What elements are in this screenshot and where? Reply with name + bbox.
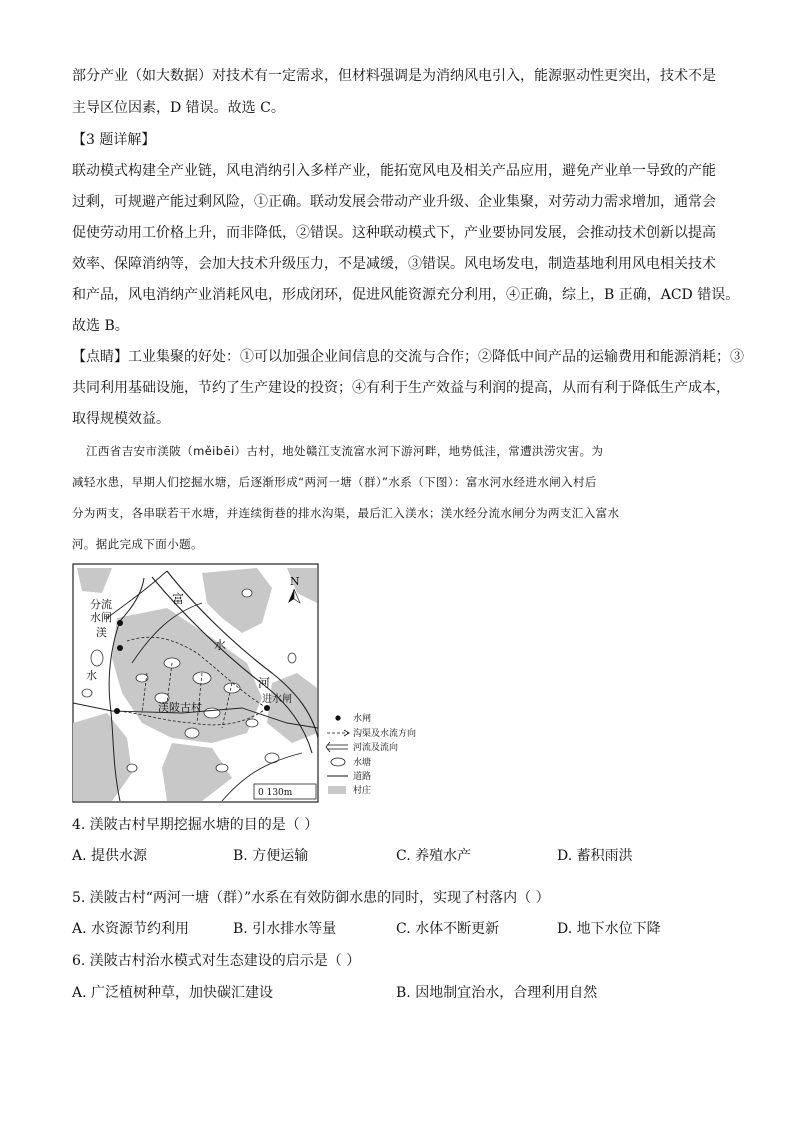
legend-sluice-label: 水闸 (353, 714, 372, 724)
question-4-option-c[interactable]: C. 养殖水产 (396, 848, 472, 864)
scale-label: 0 130m (258, 788, 293, 798)
legend (326, 712, 416, 796)
answer-line: 和产品，风电消纳产业消耗风电，形成闭环，促进风能资源充分利用，④正确，综上，B 正确，ACD 错误。 (72, 287, 740, 303)
legend-sluice-symbol (335, 715, 340, 720)
answer-line: 故选 B。 (72, 318, 129, 334)
tip-line: 共同利用基础设施，节约了生产建设的投资；④有利于生产效益与利润的提高，从而有利于降低生产成本， (72, 380, 730, 396)
answer-line: 促使劳动用工价格上升，而非降低，②错误。这种联动模式下，产业要协同发展，会推动技术创新以提高 (72, 225, 716, 241)
question-5-option-d[interactable]: D. 地下水位下降 (557, 921, 661, 937)
mei-river-label-2: 水 (86, 669, 97, 682)
north-label: N (290, 575, 300, 588)
legend-pond-symbol (331, 758, 345, 766)
diversion-gate-label-1: 分流 (90, 598, 112, 611)
question-4-stem: 4. 渼陂古村早期挖掘水塘的目的是（ ） (72, 817, 319, 833)
question-5-option-b[interactable]: B. 引水排水等量 (233, 921, 337, 937)
fu-river-label-1: 富 (172, 592, 185, 606)
question-6-stem: 6. 渼陂古村治水模式对生态建设的启示是（ ） (72, 953, 361, 969)
legend-canal-label: 沟渠及水流方向 (353, 729, 417, 739)
question-6-option-b[interactable]: B. 因地制宜治水，合理利用自然 (396, 985, 598, 1001)
legend-river-label: 河流及流向 (353, 743, 399, 753)
mei-river-label-1: 渼 (96, 626, 107, 639)
inlet-gate-label: 进水闸 (262, 694, 292, 705)
question-4-option-d[interactable]: D. 蓄积雨洪 (557, 848, 633, 864)
legend-village-symbol (328, 786, 346, 794)
legend-village-label: 村庄 (353, 786, 372, 796)
scale-bar (254, 784, 316, 799)
question-4-option-b[interactable]: B. 方便运输 (233, 848, 309, 864)
passage-line: 江西省吉安市渼陂（měibēi）古村，地处赣江支流富水河下游河畔，地势低洼，常遭洪涝灾害。为 (86, 444, 604, 458)
diversion-gate-label-2: 水闸 (90, 611, 112, 624)
question-6-option-a[interactable]: A. 广泛植树种草，加快碳汇建设 (72, 985, 274, 1001)
tip-line: 取得规模效益。 (72, 411, 170, 427)
question-4-option-a[interactable]: A. 提供水源 (72, 848, 148, 864)
question-5-stem: 5. 渼陂古村“两河一塘（群）”水系在有效防御水患的同时，实现了村落内（ ） (72, 890, 550, 906)
answer-line: 部分产业（如大数据）对技术有一定需求，但材料强调是为消纳风电引入，能源驱动性更突出，技术不是 (72, 68, 716, 84)
passage-line: 减轻水患，早期人们挖掘水塘，后逐渐形成“两河一塘（群）”水系（下图）：富水河水经进水闸入村后 (72, 475, 597, 489)
answer-line: 效率、保障消纳等，会加大技术升级压力，不是减缓，③错误。风电场发电，制造基地利用风电相关技术 (72, 256, 716, 272)
village-label: 渼陂古村 (158, 701, 202, 714)
passage-line: 河。据此完成下面小题。 (72, 537, 203, 551)
legend-road-label: 道路 (353, 772, 372, 782)
legend-river-symbol (327, 745, 348, 749)
passage-line: 分为两支，各串联若干水塘，并连续街巷的排水沟渠，最后汇入渼水；渼水经分流水闸分为两支汇入富水 (72, 506, 620, 520)
answer-line: 联动模式构建全产业链，风电消纳引入多样产业，能拓宽风电及相关产品应用，避免产业单一导致的产能 (72, 163, 716, 179)
answer-line: 过剩，可规避产能过剩风险，①正确。联动发展会带动产业升级、企业集聚，对劳动力需求增加，通常会 (72, 194, 716, 210)
answer-line: 主导区位因素，D 错误。故选 C。 (72, 100, 285, 116)
fu-river-label-2: 水 (214, 638, 227, 652)
question-5-option-a[interactable]: A. 水资源节约利用 (72, 921, 190, 937)
section-heading: 【3 题详解】 (72, 132, 156, 148)
question-5-option-c[interactable]: C. 水体不断更新 (396, 921, 500, 937)
tip-line: 【点睛】工业集聚的好处：①可以加强企业间信息的交流与合作；②降低中间产品的运输费用和能源消耗；③ (72, 349, 744, 365)
fu-river-label-3: 河 (258, 676, 271, 690)
legend-pond-label: 水塘 (353, 758, 372, 768)
water-system-map (72, 563, 420, 805)
